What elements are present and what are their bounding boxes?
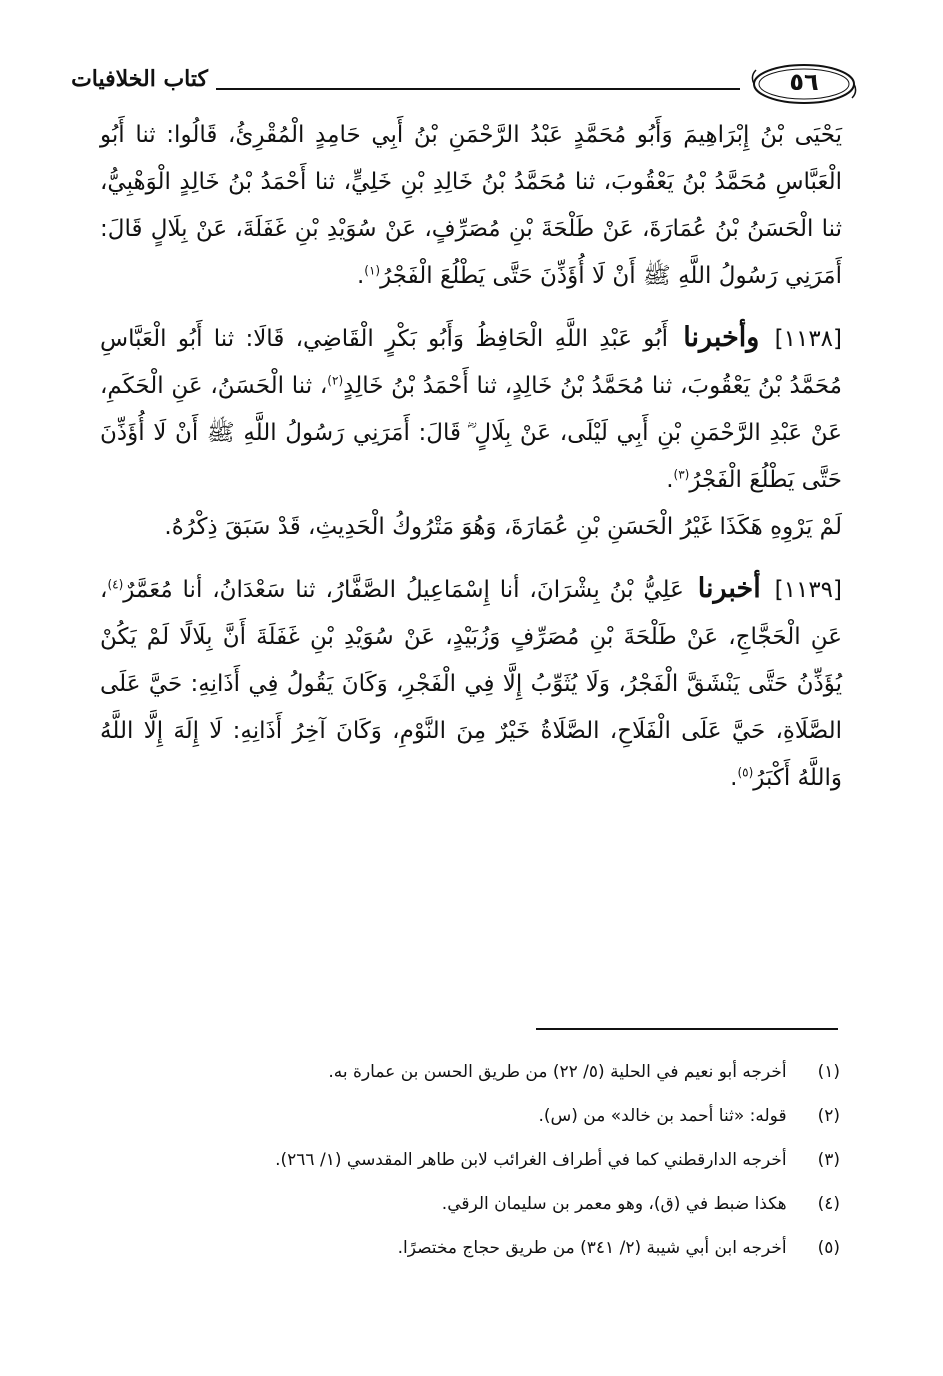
text-segment: . bbox=[666, 467, 674, 493]
footnotes bbox=[160, 1050, 840, 1270]
footnote-text: قوله: «ثنا أحمد بن خالد» من (س). bbox=[538, 1106, 787, 1126]
paragraph bbox=[100, 504, 842, 551]
text-segment: ، عَنِ الْحَجَّاجِ، عَنْ طَلْحَةَ بْنِ مُصَرِّفٍ وَزُبَيْدٍ، عَنْ سُوَيْدِ بْنِ غَفَلَةَ أَنَّ بِلَالًا لَمْ يَكُنْ يُؤَذِّنُ حَتَّى يَنْشَقَّ الْفَجْرُ، وَلَا يُثَوِّبُ إِلَّا فِي الْفَجْرِ، وَكَانَ يَقُولُ فِي أَذَانِهِ: حَيَّ عَلَى الصَّلَاةِ، حَيَّ عَلَى الْفَلَاحِ، الصَّلَاةُ خَيْرٌ مِنَ النَّوْمِ، وَكَانَ آخِرُ أَذَانِهِ: لَا إِلَهَ إِلَّا اللَّهُ وَاللَّهُ أَكْبَرُ bbox=[100, 577, 842, 791]
text-segment: عَلِيُّ بْنُ بِشْرَانَ، أنا إِسْمَاعِيلُ الصَّفَّارُ، ثنا سَعْدَانُ، أنا مُعَمَّرٌ bbox=[123, 577, 684, 603]
text-segment: . bbox=[730, 765, 738, 791]
footnote-text: أخرجه الدارقطني كما في أطراف الغرائب لابن طاهر المقدسي (١/ ٢٦٦). bbox=[275, 1150, 787, 1170]
hadith-number: [١١٣٩] bbox=[774, 577, 843, 603]
main-text bbox=[100, 112, 842, 802]
paragraph-gap bbox=[100, 300, 842, 314]
paragraph bbox=[100, 314, 842, 504]
footnote-item bbox=[160, 1226, 840, 1270]
page-number-badge bbox=[750, 62, 858, 106]
paragraph bbox=[100, 565, 842, 802]
text-segment: يَحْيَى بْنُ إِبْرَاهِيمَ وَأَبُو مُحَمَّدٍ عَبْدُ الرَّحْمَنِ بْنُ أَبِي حَامِدٍ الْمُقْرِئُ، قَالُوا: ثنا أَبُو الْعَبَّاسِ مُحَمَّدُ بْنُ يَعْقُوبَ، ثنا مُحَمَّدُ بْنُ خَالِدِ بْنِ خَلِيٍّ، ثنا أَحْمَدُ بْنُ خَالِدٍ الْوَهْبِيُّ، ثنا الْحَسَنُ بْنُ عُمَارَةَ، عَنْ طَلْحَةَ بْنِ مُصَرِّفٍ، عَنْ سُوَيْدِ بْنِ غَفَلَةَ، عَنْ بِلَالٍ قَالَ: أَمَرَنِي رَسُولُ اللَّهِ ﷺ أَنْ لَا أُؤَذِّنَ حَتَّى يَطْلُعَ الْفَجْرُ bbox=[100, 122, 842, 289]
footnote-item bbox=[160, 1182, 840, 1226]
text-segment: . bbox=[356, 263, 365, 289]
footnote-item bbox=[160, 1138, 840, 1182]
book-title: كتاب الخلافيات bbox=[71, 66, 208, 92]
text-segment: أَبُو عَبْدِ اللَّهِ الْحَافِظُ وَأَبُو بَكْرٍ الْقَاضِي، قَالَا: ثنا أَبُو الْعَبَّاسِ مُحَمَّدُ بْنُ يَعْقُوبَ، ثنا مُحَمَّدُ بْنُ خَالِدٍ، ثنا أَحْمَدُ بْنُ خَالِدٍ bbox=[100, 326, 843, 399]
footnote-marker: (١) bbox=[364, 263, 381, 278]
footnote-number: (٢) bbox=[817, 1106, 840, 1126]
paragraph bbox=[100, 112, 842, 300]
page-header bbox=[71, 58, 858, 108]
footnote-number: (٤) bbox=[817, 1194, 840, 1214]
footnote-item bbox=[160, 1094, 840, 1138]
hadith-number: [١١٣٨] bbox=[774, 326, 843, 352]
footnote-marker: (٢) bbox=[327, 373, 344, 388]
text-segment: ، ثنا الْحَسَنُ، عَنِ الْحَكَمِ، عَنْ عَبْدِ الرَّحْمَنِ بْنِ أَبِي لَيْلَى، عَنْ بِلَالٍ ؓ قَالَ: أَمَرَنِي رَسُولُ اللَّهِ ﷺ أَنْ لَا أُؤَذِّنَ حَتَّى يَطْلُعَ الْفَجْرُ bbox=[100, 373, 842, 493]
footnote-item bbox=[160, 1050, 840, 1094]
footnote-marker: (٤) bbox=[107, 577, 124, 592]
page-number: ٥٦ bbox=[789, 68, 819, 96]
paragraph-gap bbox=[100, 551, 842, 565]
footnote-rule bbox=[536, 1028, 838, 1030]
footnote-number: (٥) bbox=[817, 1238, 840, 1258]
footnote-number: (٣) bbox=[817, 1150, 840, 1170]
footnote-text: أخرجه أبو نعيم في الحلية (٥/ ٢٢) من طريق الحسن بن عمارة به. bbox=[328, 1062, 787, 1082]
header-rule bbox=[216, 88, 740, 90]
text-segment: لَمْ يَرْوِهِ هَكَذَا غَيْرُ الْحَسَنِ بْنِ عُمَارَةَ، وَهُوَ مَتْرُوكُ الْحَدِيثِ، قَدْ سَبَقَ ذِكْرُهُ. bbox=[164, 514, 842, 540]
footnote-text: هكذا ضبط في (ق)، وهو معمر بن سليمان الرقي. bbox=[441, 1194, 787, 1214]
hadith-keyword: وأخبرنا bbox=[683, 322, 760, 353]
footnote-marker: (٥) bbox=[737, 765, 754, 780]
footnote-text: أخرجه ابن أبي شيبة (٢/ ٣٤١) من طريق حجاج مختصرًا. bbox=[397, 1238, 787, 1258]
footnote-number: (١) bbox=[817, 1062, 840, 1082]
hadith-keyword: أخبرنا bbox=[697, 573, 761, 604]
footnote-marker: (٣) bbox=[673, 467, 690, 482]
